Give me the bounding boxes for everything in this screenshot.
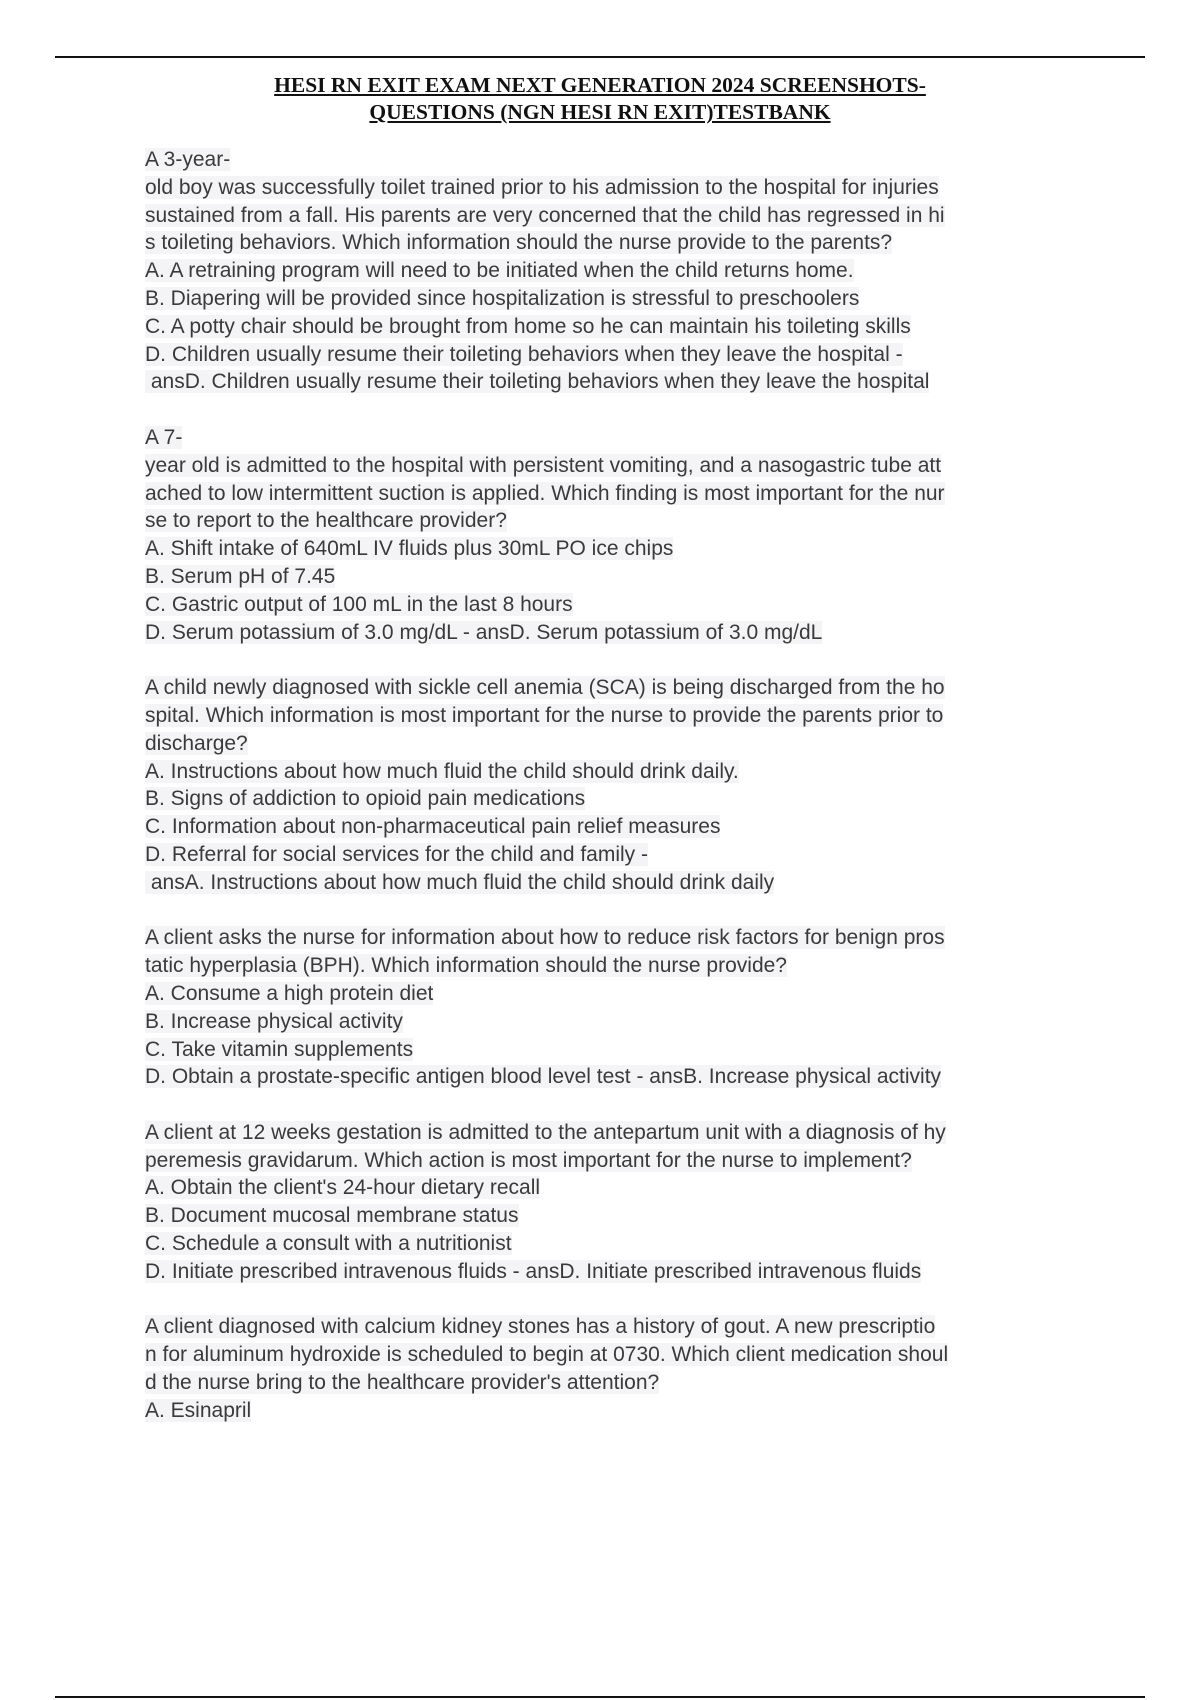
option-text: C. Take vitamin supplements [145,1037,414,1061]
question-line [145,924,1105,952]
question-line [145,507,1105,535]
question-line [145,452,1105,480]
question-block [145,674,1105,896]
question-line [145,1369,1105,1397]
answer-option [145,591,1105,619]
question-text: A client at 12 weeks gestation is admitted to the antepartum unit with a diagnosis of hy [145,1120,946,1144]
answer-option [145,1397,1105,1425]
option-text: A. A retraining program will need to be initiated when the child returns home. [145,259,854,283]
question-text: ached to low intermittent suction is applied. Which finding is most important for the nur [145,481,945,505]
option-text: A. Consume a high protein diet [145,981,434,1005]
question-block [145,146,1105,396]
question-line [145,1147,1105,1175]
answer-option [145,1008,1105,1036]
question-text: A 7- [145,425,183,449]
question-text: year old is admitted to the hospital with persistent vomiting, and a nasogastric tube att [145,453,942,477]
option-text: B. Serum pH of 7.45 [145,564,336,588]
answer-option [145,257,1105,285]
answer-key [145,368,1105,396]
option-text: B. Signs of addiction to opioid pain medications [145,787,586,811]
option-text: A. Esinapril [145,1398,252,1422]
option-text: D. Initiate prescribed intravenous fluids - ansD. Initiate prescribed intravenous fluids [145,1259,922,1283]
question-text: sustained from a fall. His parents are very concerned that the child has regressed in hi [145,203,945,227]
option-text: B. Document mucosal membrane status [145,1204,519,1228]
answer-option [145,785,1105,813]
answer-option [145,1036,1105,1064]
question-line [145,424,1105,452]
answer-option [145,619,1105,647]
option-text: C. Gastric output of 100 mL in the last 8 hours [145,592,573,616]
option-text: A. Shift intake of 640mL IV fluids plus 30mL PO ice chips [145,537,674,561]
question-line [145,174,1105,202]
answer-option [145,841,1105,869]
question-text: A 3-year- [145,148,231,171]
question-line [145,1341,1105,1369]
question-text: peremesis gravidarum. Which action is most important for the nurse to implement? [145,1148,912,1172]
option-text: D. Referral for social services for the child and family - [145,842,649,866]
question-text: spital. Which information is most important for the nurse to provide the parents prior to [145,703,944,727]
question-block [145,1119,1105,1286]
question-text: tatic hyperplasia (BPH). Which information should the nurse provide? [145,954,787,978]
question-block [145,1313,1105,1424]
answer-option [145,535,1105,563]
answer-option [145,285,1105,313]
question-text: s toileting behaviors. Which information should the nurse provide to the parents? [145,231,893,255]
option-text: A. Instructions about how much fluid the child should drink daily. [145,759,739,783]
title-line-2: QUESTIONS (NGN HESI RN EXIT)TESTBANK [369,100,831,124]
answer-text: ansD. Children usually resume their toileting behaviors when they leave the hospital [145,370,930,394]
document-title [0,72,1200,126]
question-line [145,202,1105,230]
option-text: D. Serum potassium of 3.0 mg/dL - ansD. Serum potassium of 3.0 mg/dL [145,620,823,644]
option-text: B. Diapering will be provided since hospitalization is stressful to preschoolers [145,286,860,310]
answer-option [145,1174,1105,1202]
option-text: B. Increase physical activity [145,1009,403,1033]
question-text: A client asks the nurse for information about how to reduce risk factors for benign pros [145,926,945,950]
question-text: se to report to the healthcare provider? [145,509,507,533]
question-line [145,674,1105,702]
answer-option [145,1063,1105,1091]
option-text: C. Schedule a consult with a nutritionist [145,1232,512,1256]
answer-option [145,1202,1105,1230]
answer-option [145,813,1105,841]
question-line [145,146,1105,174]
option-text: D. Obtain a prostate-specific antigen blood level test - ansB. Increase physical activity [145,1065,942,1089]
answer-option [145,1230,1105,1258]
answer-option [145,758,1105,786]
option-text: D. Children usually resume their toileting behaviors when they leave the hospital - [145,342,903,366]
question-block [145,424,1105,646]
question-line [145,702,1105,730]
question-line [145,1313,1105,1341]
title-line-1: HESI RN EXIT EXAM NEXT GENERATION 2024 SCREENSHOTS- [274,73,926,97]
question-list [145,146,1105,1452]
question-line [145,730,1105,758]
question-line [145,229,1105,257]
answer-option [145,1258,1105,1286]
answer-option [145,563,1105,591]
question-text: n for aluminum hydroxide is scheduled to begin at 0730. Which client medication shoul [145,1343,949,1367]
question-line [145,952,1105,980]
answer-option [145,341,1105,369]
question-text: old boy was successfully toilet trained prior to his admission to the hospital for injuries [145,175,939,199]
answer-key [145,869,1105,897]
question-text: A client diagnosed with calcium kidney stones has a history of gout. A new prescriptio [145,1315,936,1339]
option-text: C. Information about non-pharmaceutical pain relief measures [145,815,721,839]
option-text: A. Obtain the client's 24-hour dietary recall [145,1176,541,1200]
bottom-rule [55,1696,1145,1698]
question-text: discharge? [145,731,248,755]
answer-option [145,313,1105,341]
question-block [145,924,1105,1091]
question-text: d the nurse bring to the healthcare provider's attention? [145,1371,660,1395]
top-rule [55,56,1145,58]
option-text: C. A potty chair should be brought from home so he can maintain his toileting skills [145,314,911,338]
question-line [145,1119,1105,1147]
question-text: A child newly diagnosed with sickle cell anemia (SCA) is being discharged from the ho [145,676,945,700]
answer-text: ansA. Instructions about how much fluid the child should drink daily [145,870,775,894]
question-line [145,480,1105,508]
answer-option [145,980,1105,1008]
